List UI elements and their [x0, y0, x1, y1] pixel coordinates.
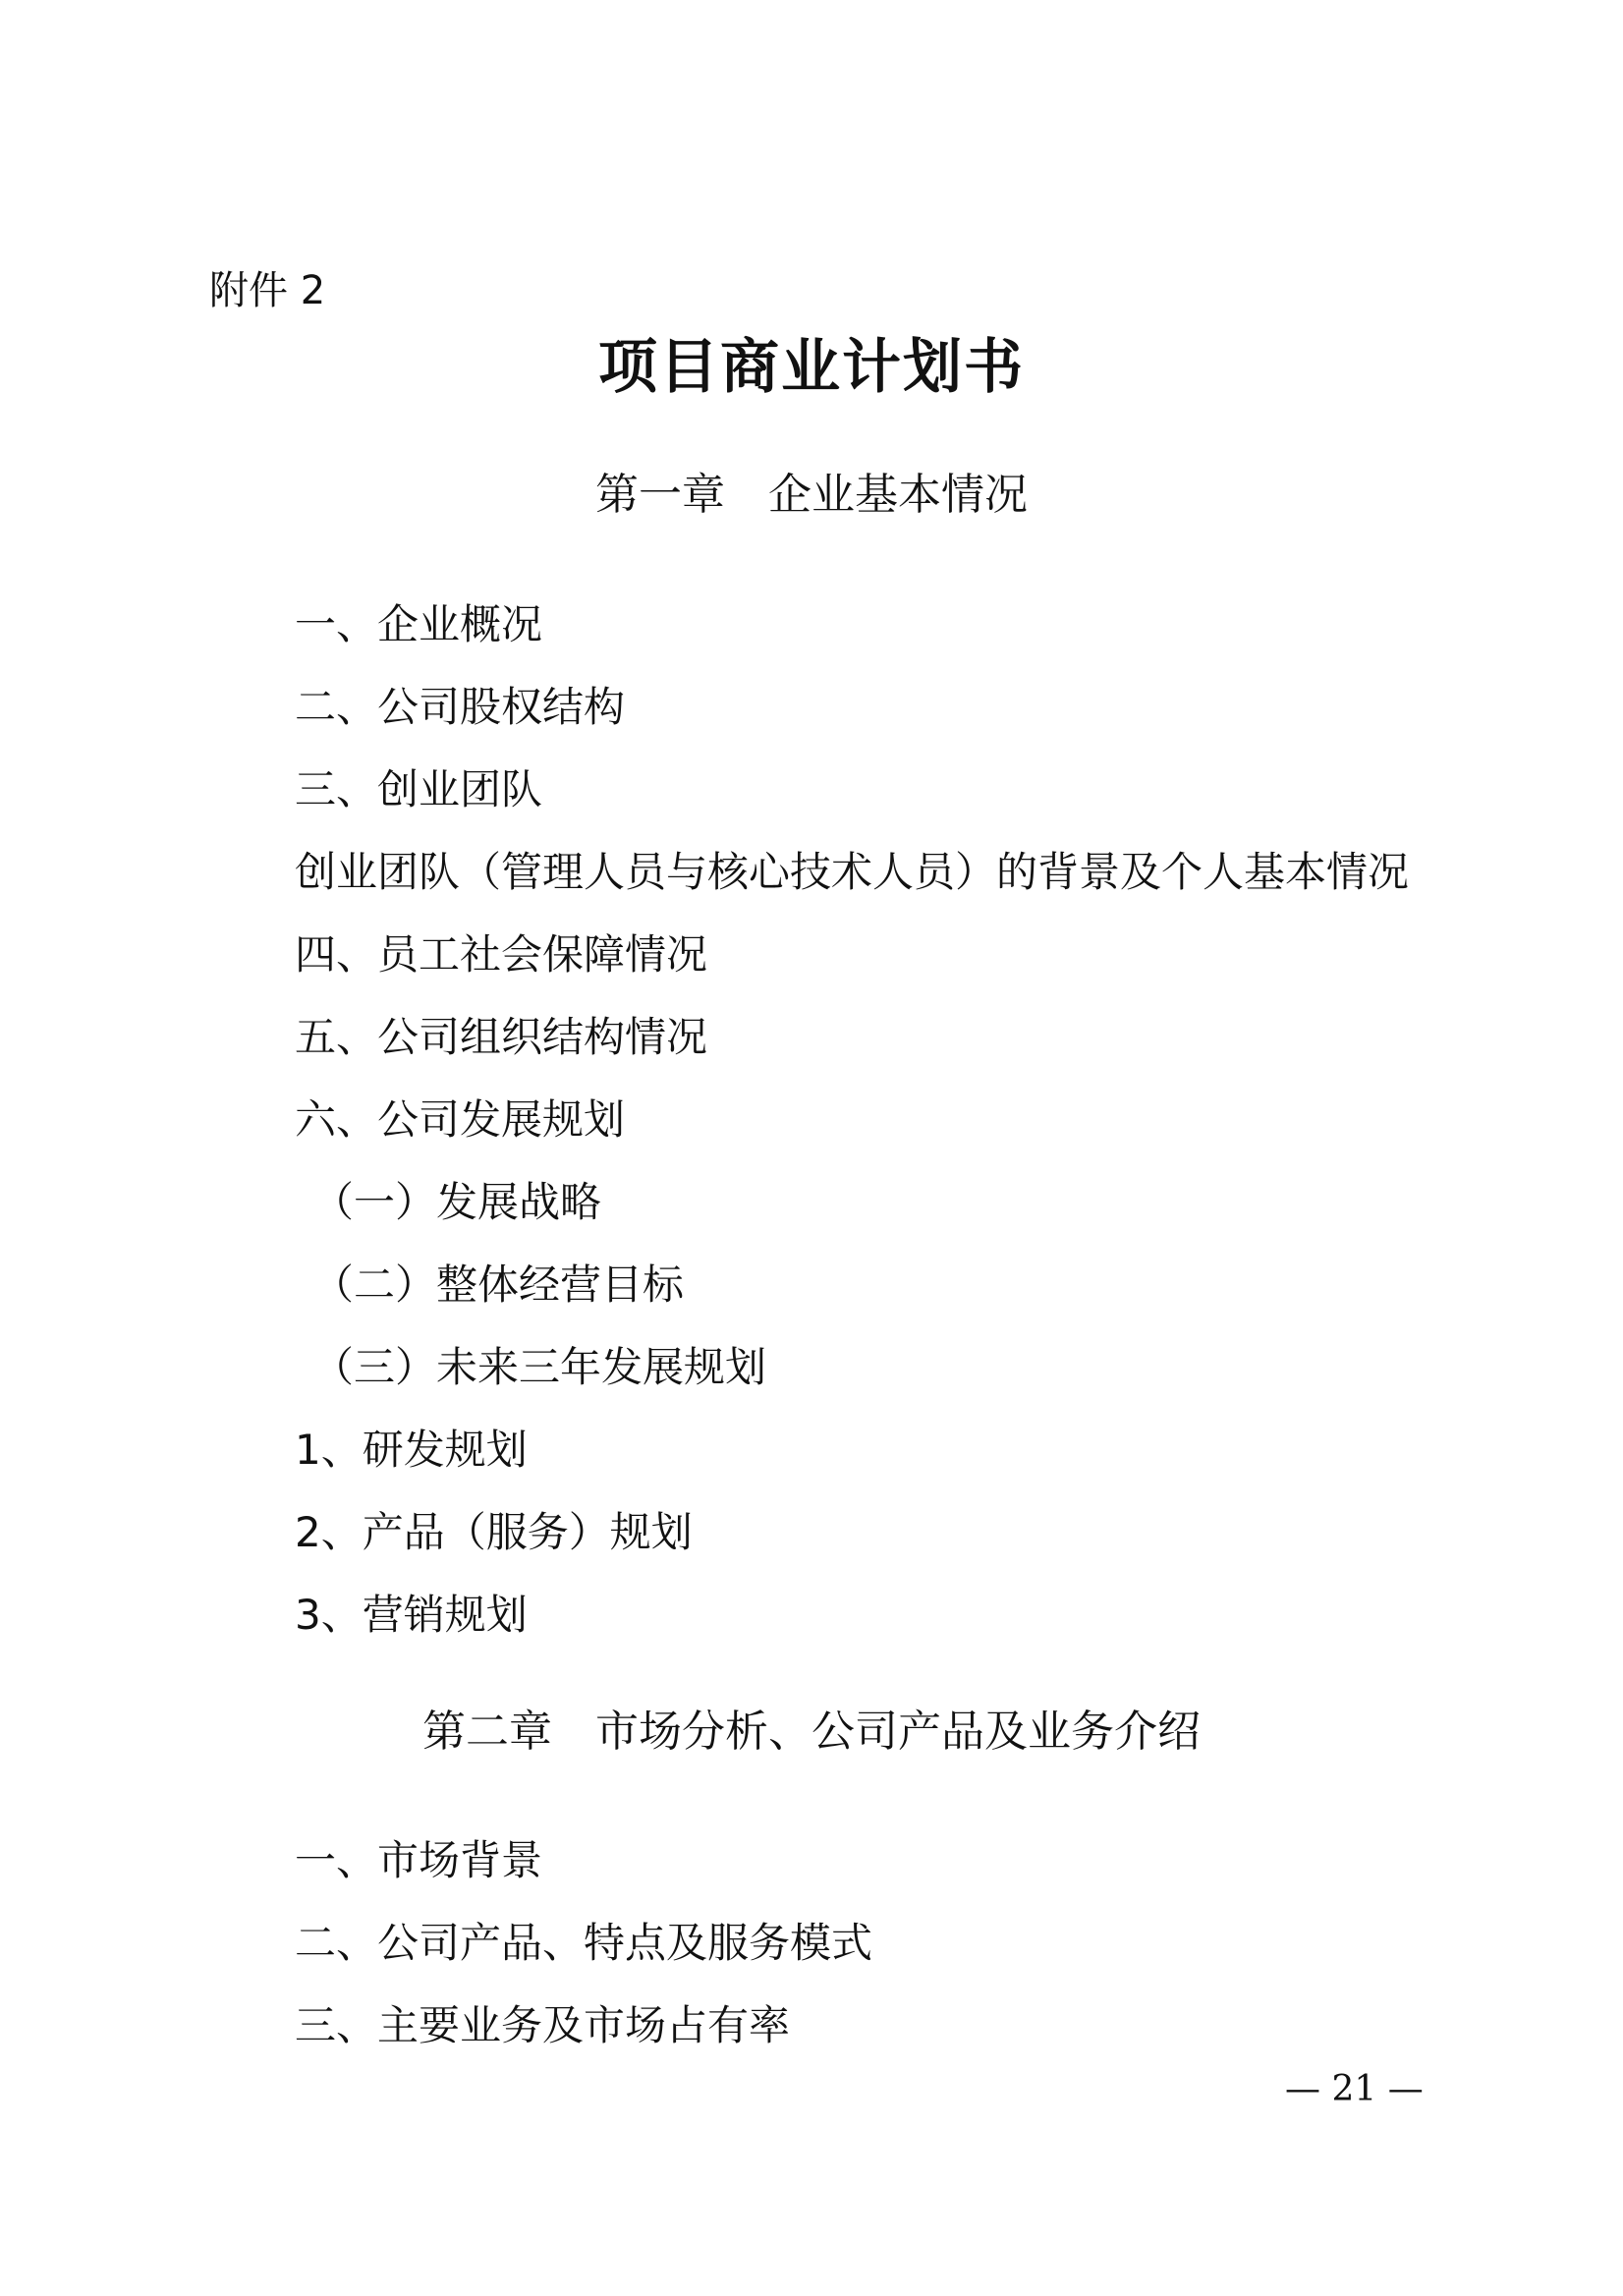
outline-item: 创业团队（管理人员与核心技术人员）的背景及个人基本情况 — [295, 848, 1410, 896]
outline-item: 一、企业概况 — [295, 600, 543, 648]
chapter-2-heading: 第二章 市场分析、公司产品及业务介绍 — [422, 1707, 1201, 1757]
chapter-1-heading: 第一章 企业基本情况 — [595, 470, 1028, 520]
outline-subitem: （二）整体经营目标 — [312, 1260, 685, 1309]
outline-subitem: （三）未来三年发展规划 — [312, 1343, 767, 1391]
outline-item: 二、公司产品、特点及服务模式 — [295, 1919, 873, 1967]
attachment-label: 附件 2 — [209, 268, 326, 313]
outline-item: 六、公司发展规划 — [295, 1095, 626, 1144]
outline-item: 五、公司组织结构情况 — [295, 1013, 708, 1061]
outline-item: 三、创业团队 — [295, 765, 543, 813]
outline-numbered-item: 2、产品（服务）规划 — [295, 1508, 693, 1556]
outline-item: 四、员工社会保障情况 — [295, 930, 708, 979]
outline-subitem: （一）发展战略 — [312, 1178, 602, 1226]
outline-item: 三、主要业务及市场占有率 — [295, 2001, 791, 2049]
document-title: 项目商业计划书 — [598, 333, 1025, 402]
outline-item: 一、市场背景 — [295, 1836, 543, 1884]
outline-numbered-item: 3、营销规划 — [295, 1591, 528, 1639]
outline-numbered-item: 1、研发规划 — [295, 1426, 528, 1474]
page-number: — 21 — — [1285, 2069, 1424, 2109]
outline-item: 二、公司股权结构 — [295, 683, 626, 731]
